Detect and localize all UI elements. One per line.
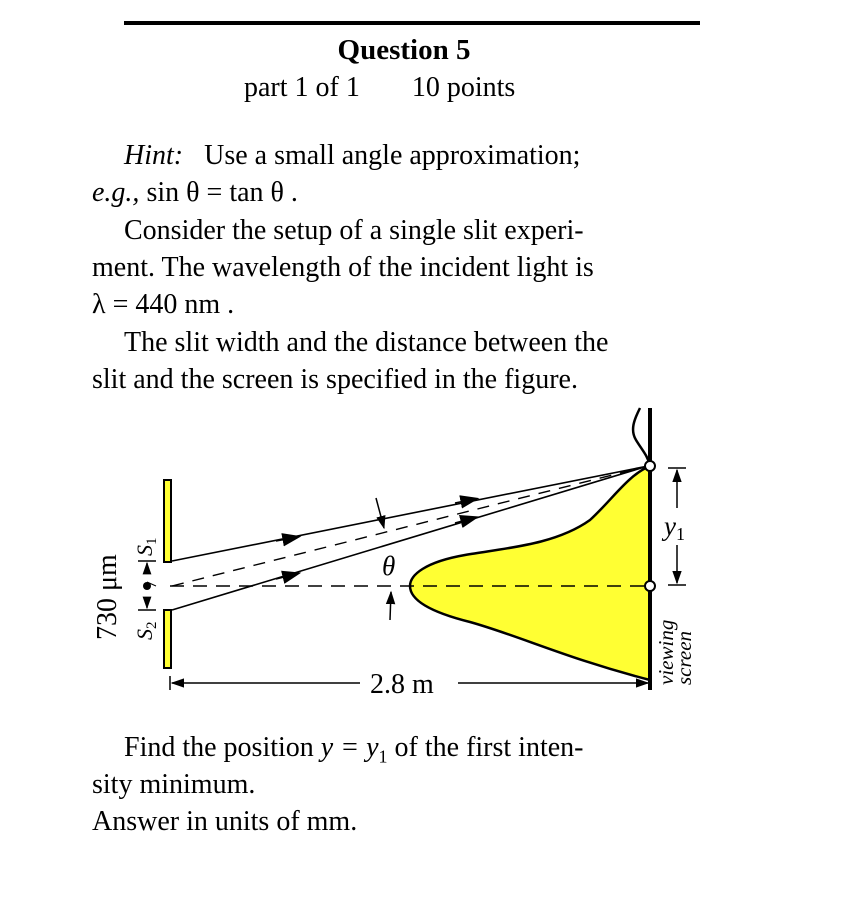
screen-label-2: screen [672,630,696,685]
hint-eg: e.g., [92,177,140,208]
intensity-pattern [410,466,650,680]
setup-line-4: The slit width and the distance between the [124,327,609,358]
setup-line-2: ment. The wavelength of the incident light is [92,252,594,283]
slit-plate-bottom [164,610,171,668]
s1-label: S1 [132,537,160,556]
question-var-sub: 1 [378,746,388,767]
question-line-3 [92,803,357,840]
intensity-tail [633,408,650,466]
setup-line-1: Consider the setup of a single slit experi- [124,215,584,246]
part-label: part 1 of 1 [244,72,360,103]
slit-plate-top [164,480,171,562]
question-text-c: of the first inten- [394,732,584,763]
points-label: 10 points [411,72,516,103]
theta-label: θ [382,551,396,581]
question-title: Question 5 [337,34,471,66]
screen-point-center [645,581,655,591]
answer-units-label: Answer in units of [92,806,300,837]
screen-label-1: viewing [654,619,678,685]
setup-line-5: slit and the screen is specified in the figure. [92,364,578,395]
hint-label: Hint: [124,140,184,171]
question-text-a: Find the position [124,732,314,763]
y1-label: y1 [664,511,685,544]
theta-pointer-bottom [390,592,391,620]
hint-formula: sin θ = tan θ . [146,177,298,208]
question-line-2: sity minimum. [92,769,256,800]
slit-width-label: 730 μm [92,554,123,640]
s2-label: S2 [132,621,160,640]
screen-point-y1 [645,461,655,471]
theta-pointer-top [376,498,384,528]
distance-label: 2.8 m [370,669,434,700]
hint-text: Use a small angle approximation; [204,140,581,171]
question-var: y = y [320,732,379,763]
setup-line-3: λ = 440 nm . [92,289,235,320]
answer-units: mm. [306,806,358,837]
